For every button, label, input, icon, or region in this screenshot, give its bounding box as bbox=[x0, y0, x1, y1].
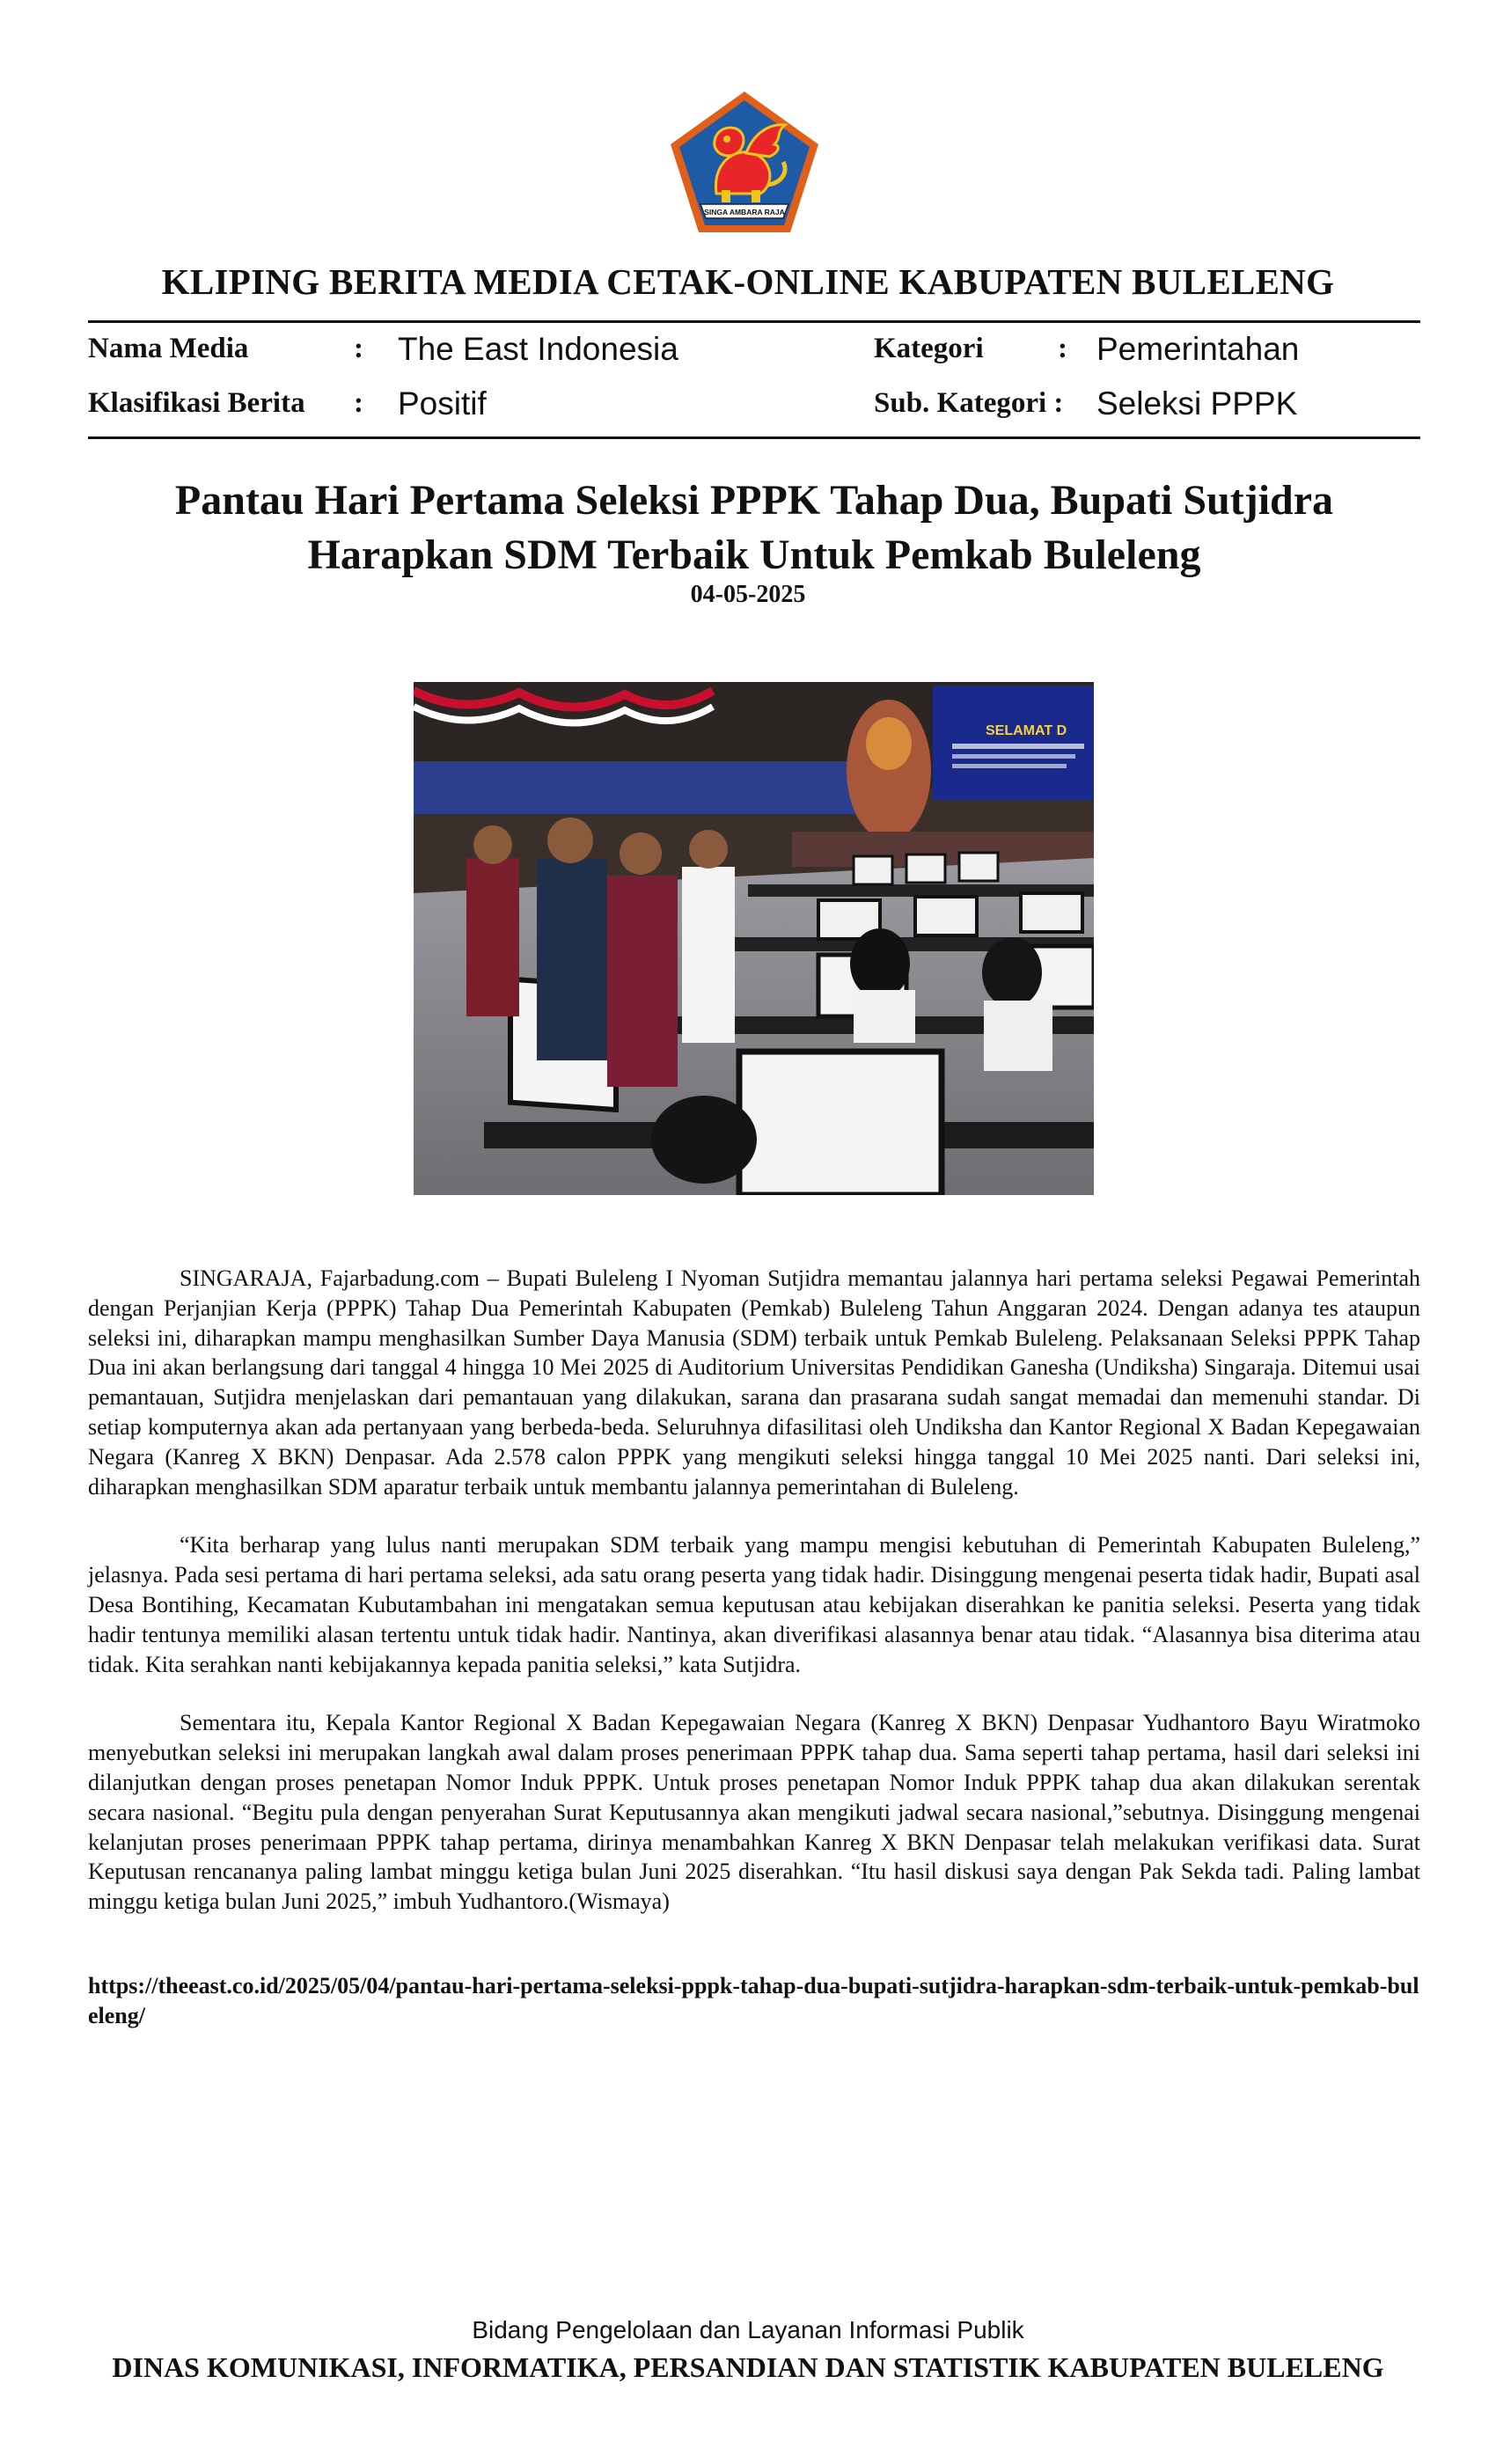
article-photo bbox=[414, 682, 1094, 1195]
article-paragraph-3: Sementara itu, Kepala Kantor Regional X Badan Kepegawaian Negara (Kanreg X BKN) Denpasar Yudhantoro Bayu Wiratmoko menyebutkan seleksi ini merupakan langkah awal dalam proses penerimaan PPPK tahap dua. Sama seperti tahap pertama, hasil dari seleksi ini dilanjutkan dengan proses penetapan Nomor Induk PPPK. Untuk proses penetapan Nomor Induk PPPK tahap dua akan dilakukan serentak secara nasional. “Begitu pula dengan penyerahan Surat Keputusannya akan mengikuti jadwal secara nasional,”sebutnya. Disinggung mengenai kelanjutan proses penerimaan PPPK tahap pertama, dirinya menambahkan Kanreg X BKN Denpasar telah melakukan verifikasi data. Surat Keputusan rencananya paling lambat minggu ketiga bulan Juni 2025 diserahkan. “Itu hasil diskusi saya dengan Pak Sekda tadi. Paling lambat minggu ketiga bulan Juni 2025,” imbuh Yudhantoro.(Wismaya) bbox=[88, 1710, 1420, 1915]
article-body bbox=[88, 1264, 1420, 1946]
klasifikasi-value: Positif bbox=[398, 385, 487, 422]
footer-institution: DINAS KOMUNIKASI, INFORMATIKA, PERSANDIAN DAN STATISTIK KABUPATEN BULELENG bbox=[112, 2351, 1384, 2383]
article-title: Pantau Hari Pertama Seleksi PPPK Tahap Dua, Bupati Sutjidra Harapkan SDM Terbaik Untuk Pemkab Buleleng bbox=[174, 477, 1334, 578]
klasifikasi-label: Klasifikasi Berita bbox=[88, 387, 305, 419]
source-url-link[interactable]: https://theeast.co.id/2025/05/04/pantau-hari-pertama-seleksi-pppk-tahap-dua-bupati-sutjidra-harapkan-sdm-terbaik-untuk-pemkab-buleleng/ bbox=[88, 1973, 1419, 2028]
article-paragraph-1: SINGARAJA, Fajarbadung.com – Bupati Buleleng I Nyoman Sutjidra memantau jalannya hari pertama seleksi Pegawai Pemerintah dengan Perjanjian Kerja (PPPK) Tahap Dua Pemerintah Kabupaten (Pemkab) Buleleng Tahun Anggaran 2024. Dengan adanya tes ataupun seleksi ini, diharapkan mampu menghasilkan Sumber Daya Manusia (SDM) terbaik untuk Pemkab Buleleng. Pelaksanaan Seleksi PPPK Tahap Dua ini akan berlangsung dari tanggal 4 hingga 10 Mei 2025 di Auditorium Universitas Pendidikan Ganesha (Undiksha) Singaraja. Ditemui usai pemantauan, Sutjidra menjelaskan dari pemantauan yang dilakukan, sarana dan prasarana sudah sangat memadai dan memenuhi standar. Di setiap komputernya akan ada pertanyaan yang berbeda-beda. Seluruhnya difasilitasi oleh Undiksha dan Kantor Regional X Badan Kepegawaian Negara (Kanreg X BKN) Denpasar. Ada 2.578 calon PPPK yang mengikuti seleksi hingga tanggal 10 Mei 2025 nanti. Dari seleksi ini, diharapkan menghasilkan SDM aparatur terbaik untuk membantu jalannya pemerintahan di Buleleng. bbox=[88, 1265, 1420, 1500]
stage-banner-text: SELAMAT D bbox=[986, 723, 1067, 738]
emblem-motto: SINGA AMBARA RAJA bbox=[704, 208, 785, 216]
header-bottom-divider bbox=[88, 436, 1420, 439]
media-label: Nama Media bbox=[88, 333, 249, 364]
subkategori-label: Sub. Kategori : bbox=[874, 387, 1064, 419]
klasifikasi-colon: : bbox=[354, 387, 363, 419]
buleleng-emblem-logo bbox=[665, 88, 824, 236]
kategori-label: Kategori bbox=[874, 333, 984, 364]
article-date: 04-05-2025 bbox=[690, 581, 806, 608]
header-top-divider bbox=[88, 320, 1420, 323]
subkategori-value: Seleksi PPPK bbox=[1096, 385, 1298, 422]
kategori-value: Pemerintahan bbox=[1096, 331, 1300, 367]
media-value: The East Indonesia bbox=[398, 331, 678, 367]
kategori-colon: : bbox=[1058, 333, 1067, 364]
article-paragraph-2: “Kita berharap yang lulus nanti merupakan SDM terbaik yang mampu mengisi kebutuhan di Pemerintah Kabupaten Buleleng,” jelasnya. Pada sesi pertama di hari pertama seleksi, ada satu orang peserta yang tidak hadir. Disinggung mengenai peserta tidak hadir, Bupati asal Desa Bontihing, Kecamatan Kubutambahan ini mengatakan semua keputusan atau kebijakan diserahkan ke panitia seleksi. Peserta yang tidak hadir tentunya memiliki alasan tertentu untuk tidak hadir. Nantinya, akan diverifikasi alasannya benar atau tidak. “Alasannya bisa diterima atau tidak. Kita serahkan nanti kebijakannya kepada panitia seleksi,” kata Sutjidra. bbox=[88, 1532, 1420, 1677]
footer-subtitle: Bidang Pengelolaan dan Layanan Informasi Publik bbox=[472, 2316, 1024, 2343]
header-title: KLIPING BERITA MEDIA CETAK-ONLINE KABUPATEN BULELENG bbox=[161, 261, 1335, 302]
singa-ambara-raja-emblem-icon bbox=[665, 88, 824, 236]
media-colon: : bbox=[354, 333, 363, 364]
